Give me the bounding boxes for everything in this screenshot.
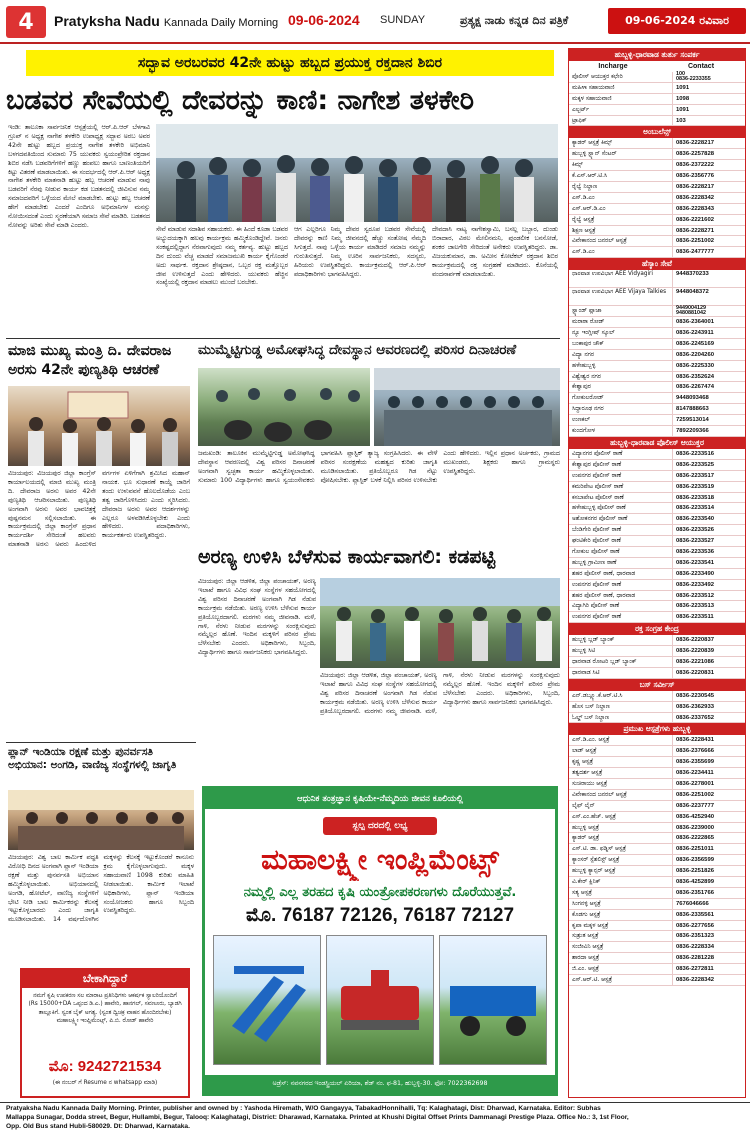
directory-name: ಸತ್ಯ ಆಸ್ಪತ್ರೆ <box>569 888 673 898</box>
directory-row <box>569 975 745 986</box>
directory-row <box>569 844 745 855</box>
rotavator-icon <box>326 935 434 1065</box>
devaraj-headline: ಮಾಜಿ ಮುಖ್ಯ ಮಂತ್ರಿ ದಿ. ದೇವರಾಜ ಅರಸು 42ನೇ ಪುಣ್ಯತಿಥಿ ಆಚರಣೆ <box>8 343 172 378</box>
directory-row <box>569 339 745 350</box>
forest-photo <box>320 578 560 668</box>
directory-name: ಸುಶ್ರುತ ಆಸ್ಪತ್ರೆ <box>569 931 673 941</box>
directory-name: ಧಾರವಾಡ ರೋಟರಿ ಬ್ಲಡ್ ಬ್ಯಾಂಕ್ <box>569 657 673 667</box>
directory-name: ವಿವೇಕಾನಂದ ಜನರಲ್ ಆಸ್ಪತ್ರೆ <box>569 790 673 800</box>
directory-section-title: ಅಂಬುಲೆನ್ಸ್ <box>569 126 745 138</box>
lead-body-col4: ದೇವದಾಸಿ ನಾಟ್ಯ ನಾಗೇಶಸ್ವಾಮಿ, ಬಸಲ್ಲ ಬಬ್ಬಾರ, ದುಂಡು ಬಿರಾದಾರ, ವಿಠಲ ಮೇಲಿನಮನಿ, ಪುಂಡಲೀಕ ಬನಸೋಡೆ, ಶಂಕರ ಜಾಲಗೇರಿ ಸೇರಿದಂತೆ ಅನೇಕರು ಉಪಸ್ಥಿತರಿದ್ದರು. ಡಾ. ವಿಜಯಕುಮಾರ, ಡಾ. ಅಮೀನ ಕೋಟೆಕಲ್ ರಕ್ತದಾನ ಶಿಬಿರ ಕಾರ್ಯಕ್ರಮದಲ್ಲಿ ರಕ್ತ ಸಂಗ್ರಹಣೆ ಮಾಡಿದರು. ಕೊನೆಯಲ್ಲಿ ವಂದನಾರ್ಪಣೆ ಮಾಡಲಾಯಿತು. <box>432 226 558 278</box>
col-incharge: Incharge <box>598 63 628 70</box>
directory-contact: 0836-2228342 <box>676 194 714 201</box>
page-number: 4 <box>6 6 46 38</box>
header-day: SUNDAY <box>380 14 426 26</box>
directory-column-headers <box>569 61 745 72</box>
directory-contact: 0836-2233512 <box>676 592 714 599</box>
directory-name: ಎಸ್.ಆರ್.ಡಿ.ಎಂ <box>569 204 673 214</box>
directory-name: ಧಾರವಾಡ ಉಪವಿಭಾಗ AEE Vidyagiri <box>569 270 673 287</box>
directory-name: ಧಾರವಾಡ ಸಿಟಿ <box>569 668 673 678</box>
directory-name: ಕೇಶ್ವಾಪುರ <box>569 382 673 392</box>
directory-contact: 0836-2220831 <box>676 669 714 676</box>
directory-name: ಶಹರ ಪೊಲೀಸ್ ಠಾಣೆ, ಧಾರವಾಡ <box>569 591 673 601</box>
directory-row <box>569 204 745 215</box>
directory-row <box>569 105 745 116</box>
directory-name: ಗೋಕುಲರೋಡ್ <box>569 393 673 403</box>
forest-body-2: ವಿಜಯಪುರ: ಜಿಲ್ಲಾ ಆಡಳಿತ, ಜಿಲ್ಲಾ ಪಂಚಾಯತ್, ಅರಣ್ಯ ಇಲಾಖೆ ಹಾಗೂ ವಿವಿಧ ಸಂಘ ಸಂಸ್ಥೆಗಳ ಸಹಯೋಗದಲ್ಲಿ ವಿಶ್ವ ಪರಿಸರ ದಿನಾಚರಣೆ ಅಂಗವಾಗಿ ಗಿಡ ನೆಡುವ ಕಾರ್ಯಕ್ರಮ ನಡೆಯಿತು. ಅರಣ್ಯ ಉಳಿಸಿ ಬೆಳೆಸುವ ಕಾರ್ಯ ಪ್ರತಿಯೊಬ್ಬರದಾಗಲಿ. ಮರಗಳು ನಮ್ಮ ಜೀವನಾಡಿ. ಮಳೆ, ಗಾಳಿ, ನೆರಳು ನೀಡುವ ಮರಗಳನ್ನು ಸಂರಕ್ಷಿಸುವುದು ನಮ್ಮೆಲ್ಲರ ಹೊಣೆ. ಇಂದಿನ ಮಕ್ಕಳಿಗೆ ಪರಿಸರ ಪ್ರೇಮ ಬೆಳೆಸಬೇಕು ಎಂದರು. ಅಧಿಕಾರಿಗಳು, ಸಿಬ್ಬಂದಿ, ವಿದ್ಯಾರ್ಥಿಗಳು ಹಾಗೂ ಸಾರ್ವಜನಿಕರು ಭಾಗವಹಿಸಿದ್ದರು. <box>320 672 560 715</box>
directory-contact: 0836-2228271 <box>676 227 714 234</box>
directory-name: ಕಿಮ್ಸ್ <box>569 160 673 170</box>
directory-contact: 9448370233 <box>676 271 709 278</box>
emergency-directory <box>568 48 746 1098</box>
lead-headline: ಬಡವರ ಸೇವೆಯಲ್ಲಿ ದೇವರನ್ನು ಕಾಣಿ: ನಾಗೇಶ ತಳಕೇರಿ <box>6 85 474 116</box>
directory-name: ಧಾರವಾಡ ಉಪವಿಭಾಗ AEE Vijaya Talkies <box>569 288 673 305</box>
ad-phones: ಮೊ. 76187 72126, 76187 72127 <box>245 905 515 926</box>
directory-contact: 0836-2233511 <box>676 614 714 621</box>
directory-contact: 0836-2239000 <box>676 824 714 831</box>
directory-contact: 0836-2351766 <box>676 889 714 896</box>
directory-row <box>569 426 745 437</box>
imprint-line-3: Opp. Old Bus stand Hubli-580029. Dt: Dharwad, Karnataka. <box>6 1122 190 1130</box>
directory-name: ಕೆ.ಎಸ್.ಆರ್.ಟಿ.ಸಿ <box>569 171 673 181</box>
directory-row <box>569 899 745 910</box>
directory-row <box>569 94 745 105</box>
header-date: 09-06-2024 <box>288 12 360 28</box>
directory-row <box>569 503 745 514</box>
directory-contact: 0836-2362933 <box>676 703 714 710</box>
col-contact: Contact <box>687 63 715 70</box>
directory-name: ಎಸ್.ಡಿ.ಎಂ <box>569 193 673 203</box>
directory-contact: 0836-2351323 <box>676 933 714 940</box>
directory-row <box>569 493 745 504</box>
job-ad-phone: ಮೊ: 9242721534 <box>48 1058 162 1075</box>
directory-row <box>569 514 745 525</box>
directory-contact: 0836-2221602 <box>676 216 714 223</box>
directory-name: ಸಿದ್ದಾರೂಢ ನಗರ <box>569 404 673 414</box>
directory-name: ಹುಬ್ಬಳ್ಳಿ ಬ್ಲಡ್ ಬ್ಯಾಂಕ್ <box>569 635 673 645</box>
directory-row <box>569 790 745 801</box>
directory-name: ಹುಬ್ಬಳ್ಳಿ ಗ್ರಾಮೀಣ ಠಾಣೆ <box>569 558 673 568</box>
directory-name: ಎಸ್.ಆರ್.ಟಿ. ಆಸ್ಪತ್ರೆ <box>569 975 673 985</box>
directory-row <box>569 580 745 591</box>
paper-tagline: Kannada Daily Morning <box>163 17 279 29</box>
directory-contact: 0836-2243911 <box>676 330 714 337</box>
directory-name: ಗೋಕುಲ ಪೊಲೀಸ್ ಠಾಣೆ <box>569 547 673 557</box>
directory-row <box>569 877 745 888</box>
lead-body-col3: ಆಗ ಎಲ್ಲರಿಗೂ ನಿಮ್ಮ ದೇವರ ಸ್ವರೂಪ ಬಡವರ ಸೇವೆಯಲ್ಲಿ ದೇವರನ್ನು ಕಾಣಿ ನಿಮ್ಮ ಜೀವನದಲ್ಲಿ ಹೆಚ್ಚು ಸಂತೋಷ ನೆಮ್ಮದಿ ಸಿಗುತ್ತದೆ. ನಾವು ಒಳ್ಳೆಯ ಕಾರ್ಯ ಮಾಡಿದರೆ ಸಮಾಜ ನಮ್ಮನ್ನು ಗುರುತಿಸುತ್ತದೆ. ನಿಮ್ಮ ಊರಿನ ಸಾರ್ವಜನಿಕರು, ಸದಸ್ಯರು, ಹಿರಿಯರು ಉಪಸ್ಥಿತರಿದ್ದರು. ಕಾರ್ಯಕ್ರಮದಲ್ಲಿ ಆರ್.ಪಿ.ಆರ್ ಪದಾಧಿಕಾರಿಗಳು ಭಾಗವಹಿಸಿದ್ದರು. <box>294 226 426 278</box>
directory-body <box>569 72 745 986</box>
directory-row <box>569 964 745 975</box>
imprint-line-1: Pratyaksha Nadu Kannada Daily Morning. Printer, publisher and owned by : Yashoda Hiremath, W/O Gangayya, TabakadHonnihalli, Tq: Kalaghatagi, Dist: Dharwad, Karnataka. Editor: Subhas <box>6 1105 601 1112</box>
directory-contact: 0836-2257828 <box>676 151 714 158</box>
directory-contact: 0836-2233526 <box>676 527 714 534</box>
directory-name: ಪೊಲೀಸ್ ಆಯುಕ್ತರ ಕಛೇರಿ <box>569 72 673 82</box>
directory-contact: 0836-2337652 <box>676 714 714 721</box>
directory-name: ಲೈಫ್ ಲೈನ್ <box>569 801 673 811</box>
forest-headline: ಅರಣ್ಯ ಉಳಿಸಿ ಬೆಳೆಸುವ ಕಾರ್ಯವಾಗಲಿ: ಕಡಪಟ್ಟಿ <box>198 546 496 568</box>
directory-row <box>569 768 745 779</box>
directory-row <box>569 350 745 361</box>
job-ad-title: ಬೇಕಾಗಿದ್ದಾರೆ <box>22 970 188 988</box>
directory-contact: 0836-2233490 <box>676 570 714 577</box>
directory-row <box>569 612 745 623</box>
directory-row <box>569 757 745 768</box>
ad-tagline: ಆಧುನಿಕ ತಂತ್ರಜ್ಞಾನ ಕೃಷಿಯೇ-ನೆಮ್ಮದಿಯ ಜೀವನ ಕೂಲಿಯಲ್ಲಿ <box>205 789 555 809</box>
directory-contact: 0836-2233519 <box>676 483 714 490</box>
directory-section-title: ಹೆಸ್ಕಾಂ ಸೇವೆ <box>569 258 745 270</box>
directory-row <box>569 270 745 288</box>
temple-photo <box>198 368 370 446</box>
directory-row <box>569 226 745 237</box>
directory-row <box>569 306 745 317</box>
directory-name: ವಿದ್ಯಾಗಿರಿ ಪೊಲೀಸ್ ಠಾಣೆ <box>569 601 673 611</box>
directory-contact: 0836-2272811 <box>676 966 714 973</box>
trailer-icon <box>439 935 547 1065</box>
directory-contact: 0836-2355699 <box>676 759 714 766</box>
directory-name: ಅಶೋಕನಗರ ಪೊಲೀಸ್ ಠಾಣೆ <box>569 514 673 524</box>
directory-row <box>569 746 745 757</box>
directory-row <box>569 138 745 149</box>
directory-row <box>569 591 745 602</box>
directory-name: ಘಂಟಿಕೇರಿ ಪೊಲೀಸ್ ಠಾಣೆ <box>569 536 673 546</box>
directory-row <box>569 646 745 657</box>
directory-row <box>569 393 745 404</box>
directory-name: ನ್ಯೂ ಇಂಗ್ಲೀಷ್ ಸ್ಕೂಲ್ <box>569 328 673 338</box>
directory-contact: 0836-2277656 <box>676 922 714 929</box>
directory-contact: 0836-2352624 <box>676 373 714 380</box>
directory-name: ವಿದ್ಯಾನಗರ ಪೊಲೀಸ್ ಠಾಣೆ <box>569 449 673 459</box>
directory-contact: 0836-2335561 <box>676 911 714 918</box>
directory-row <box>569 449 745 460</box>
devaraj-body: ವಿಜಯಪುರ: ವಿಜಯಪುರ ಜಿಲ್ಲಾ ಕಾಂಗ್ರೆಸ್ ಕಾರ್ಯಾಲಯದಲ್ಲಿ ಮಾಜಿ ಮುಖ್ಯ ಮಂತ್ರಿ ದಿ. ದೇವರಾಜ ಅರಸು ಅವರ 42ನೇ ಪುಣ್ಯತಿಥಿ ಆಚರಿಸಲಾಯಿತು. ಪುಣ್ಯತಿಥಿ ಅಂಗವಾಗಿ ಅರಸು ಅವರ ಭಾವಚಿತ್ರಕ್ಕೆ ಪುಷ್ಪನಮನ ಸಲ್ಲಿಸಲಾಯಿತು. ಈ ಕಾರ್ಯಕ್ರಮದಲ್ಲಿ ಜಿಲ್ಲಾ ಕಾಂಗ್ರೆಸ್ ಪ್ರಧಾನ ಕಾರ್ಯದರ್ಶಿ ಸೇರಿದಂತೆ ಹಲವರು ಮಾತನಾಡಿ ಅರಸು ಅವರು ಹಿಂದುಳಿದ ವರ್ಗಗಳ ಏಳಿಗೆಗಾಗಿ ಶ್ರಮಿಸಿದ ಮಹಾನ್ ನಾಯಕ. ಭೂ ಸುಧಾರಣೆ ಕಾಯ್ದೆ ಜಾರಿಗೆ ತಂದು ಉಳುವವನೆ ಹೊಲದೊಡೆಯ ಎಂಬ ತತ್ವ ಜಾರಿಗೊಳಿಸಿದರು ಎಂದು ಸ್ಮರಿಸಿದರು. ದೇವರಾಜ ಅರಸು ಅವರ ಆದರ್ಶಗಳನ್ನು ಎಲ್ಲರೂ ಅಳವಡಿಸಿಕೊಳ್ಳಬೇಕು ಎಂದು ಹೇಳಿದರು. ಪದಾಧಿಕಾರಿಗಳು, ಕಾರ್ಯಕರ್ತರು ಉಪಸ್ಥಿತರಿದ್ದರು. <box>8 470 190 549</box>
directory-row <box>569 866 745 877</box>
directory-contact: 0836-2220839 <box>676 648 714 655</box>
directory-contact: 0836-2228342 <box>676 977 714 984</box>
directory-contact: 7676046666 <box>676 900 709 907</box>
directory-contact: 0836-2233517 <box>676 472 714 479</box>
directory-contact: 0836-2225330 <box>676 362 714 369</box>
directory-contact: 0836-2251826 <box>676 868 714 875</box>
directory-contact: 0836-2222865 <box>676 835 714 842</box>
plan-photo <box>8 790 194 850</box>
awareness-photo-icon <box>8 790 194 850</box>
directory-contact: 0836-2356599 <box>676 857 714 864</box>
ad-company-name: ಮಹಾಲಕ್ಷ್ಮೀ ಇಂಪ್ಲಿಮೆಂಟ್ಸ್ <box>261 843 499 876</box>
directory-contact: 0836-2233514 <box>676 505 714 512</box>
devaraj-photo <box>8 386 190 466</box>
directory-row <box>569 382 745 393</box>
directory-row <box>569 317 745 328</box>
ad-address: ಅಡ್ರೆಸ್: ನವನಗರದ ಇಂಡಸ್ಟ್ರಿಯಲ್ ಏರಿಯಾ, ಶೆಡ್ ನಂ. ಫ-81, ಹುಬ್ಬಳ್ಳಿ-30. ಫೋ: 7022362698 <box>205 1075 555 1093</box>
directory-row <box>569 83 745 94</box>
directory-row <box>569 361 745 372</box>
temple-body: ಜಮಖಂಡಿ: ತಾಲೂಕಿನ ಮುಮ್ಮೆಟ್ಟಿಗುಡ್ಡ ಅಮೋಘಸಿದ್ಧ ದೇವಸ್ಥಾನ ಆವರಣದಲ್ಲಿ ವಿಶ್ವ ಪರಿಸರ ದಿನಾಚರಣೆ ಅಂಗವಾಗಿ ಸ್ವಚ್ಛತಾ ಕಾರ್ಯ ಹಮ್ಮಿಕೊಳ್ಳಲಾಯಿತು. ಸುಮಾರು 100 ವಿದ್ಯಾರ್ಥಿಗಳು ಹಾಗೂ ಸ್ವಯಂಸೇವಕರು ಭಾಗವಹಿಸಿ ಪ್ಲಾಸ್ಟಿಕ್ ತ್ಯಾಜ್ಯ ಸಂಗ್ರಹಿಸಿದರು. ಈ ವೇಳೆ ಪರಿಸರ ಸಂರಕ್ಷಣೆಯ ಮಹತ್ವದ ಕುರಿತು ಜಾಗೃತಿ ಮೂಡಿಸಲಾಯಿತು. ಪ್ರತಿಯೊಬ್ಬರೂ ಗಿಡ ನೆಟ್ಟು ಪೋಷಿಸಬೇಕು. ಪ್ಲಾಸ್ಟಿಕ್ ಬಳಕೆ ನಿಲ್ಲಿಸಿ ಪರಿಸರ ಉಳಿಸಬೇಕು ಎಂದು ಹೇಳಿದರು. ಇಲ್ಲಿನ ಪ್ರಧಾನ ಅರ್ಚಕರು, ಗ್ರಾಮದ ಮುಖಂಡರು, ಶಿಕ್ಷಕರು ಹಾಗೂ ಗ್ರಾಮಸ್ಥರು ಉಪಸ್ಥಿತರಿದ್ದರು. <box>198 450 560 484</box>
directory-name: ಹುಬ್ಬಳ್ಳಿ ಸ್ಟ್ಯಾನ್ ಸೆಂಟರ್ <box>569 149 673 159</box>
directory-contact: 0836-2251002 <box>676 791 714 798</box>
lead-body-col1: ಇಂಡಿ: ತಾಲೂಕಾ ಸಾರ್ವಜನಿಕ ಆಸ್ಪತ್ರೆಯಲ್ಲಿ ಆರ್.ಪಿ.ಆರ್ ಬೆಳಗಾವಿ ಗ್ರೂಪ್ ನ ಅಧ್ಯಕ್ಷ ನಾಗೇಶ ತಳಕೇರಿ ಉಪಾಧ್ಯಕ್ಷ ಸದ್ಭಾವ ಅರಬ ಅವರ 42ನೇ ಹುಟ್ಟು ಹಬ್ಬದ ಪ್ರಯುಕ್ತ ನಾಗೇಶ ತಳಕೇರಿ ಅಭಿಮಾನಿ ಬಳಗದವತಿಯಿಂದ ಸುಮಾರು 75 ಯುವಕರು ಸ್ವಯಂಪ್ರೇರಿತ ರಕ್ತದಾನ ಶಿಬಿರ ನಡೆಸಿ ಬಡವರಿಗೆಗಳಿಗೆ ಹಣ್ಣು ಹಂಪಲು ಹಾಗೂ ಬಾಣಂತಿಯರಿಗೆ ಕಿಟ್ಟು ವಿತರಣೆ ಮಾಡಲಾಯಿತು. ಈ ಸಂದರ್ಭದಲ್ಲಿ ಆರ್.ಪಿ.ಆರ್ ಅಧ್ಯಕ್ಷ ನಾಗೇಶ ತಳಕೇರಿ ಮಾತನಾಡಿ ಹುಟ್ಟು ಹಬ್ಬ ಆಚರಣೆ ಮಾಡುವ ನಾವು ಬಡವರಿಗೆ ನೆರವು ನೀಡುವ ಕಾರ್ಯ ಕಡ ಬಡತನದಲ್ಲಿ ಜೀವಿಸುವ ನಮ್ಮ ಸಮಾಜದವರಿಗೆ ಒಳ್ಳೆಯದ ಮೇಲೆ ಮಾಡಬೇಕು. ಹುಟ್ಟು ಹಬ್ಬ ಆಚರಣೆ ಹೇಗೆ ಮಾಡಬೇಕು ಎಂದರೆ ಎಂದಿಗೂ ಅಭಿಮಾನಿಗಳ ಮನಸ್ಸು ನೋಯಿಸದಂತೆ ಎಂದು ಸ್ಮರಣೆಯಾಗಿ ಸಮಾಜ ಸೇವೆ ಮಾಡಿರಿ. ಬಡತನದ ನೋವನ್ನು ಅರಿತು ಸೇವೆ ಮಾಡಿ ಎಂದರು. <box>8 124 150 229</box>
directory-name: ಜಿ.ಎಂ. ಆಸ್ಪತ್ರೆ <box>569 964 673 974</box>
directory-row <box>569 812 745 823</box>
directory-row <box>569 668 745 679</box>
directory-name: ಹುಬ್ಬಳ್ಳಿ ಕ್ಯಾನ್ಸರ್ ಆಸ್ಪತ್ರೆ <box>569 866 673 876</box>
directory-contact: 0836-2221086 <box>676 658 714 665</box>
directory-row <box>569 888 745 899</box>
directory-row <box>569 415 745 426</box>
directory-name: ಎನ್.ಡಬ್ಲ್ಯೂ.ಕೆ.ಆರ್.ಟಿ.ಸಿ <box>569 691 673 701</box>
directory-name: ತತ್ವದರ್ಶ ಆಸ್ಪತ್ರೆ <box>569 768 673 778</box>
lead-kicker: ಸದ್ಭಾವ ಅರಬರವರ 42ನೇ ಹುಟ್ಟು ಹಬ್ಬದ ಪ್ರಯುಕ್ತ ರಕ್ತದಾನ ಶಿಬಿರ <box>26 50 554 76</box>
directory-name: ಟ್ರಾಫಿಕ್ <box>569 116 673 126</box>
directory-row <box>569 482 745 493</box>
directory-contact: 0836-2364001 <box>676 319 714 326</box>
directory-contact: 9448093468 <box>676 395 709 402</box>
directory-row <box>569 160 745 171</box>
directory-row <box>569 931 745 942</box>
directory-contact: 103 <box>676 117 686 124</box>
directory-name: ವಿದ್ಯಾ ನಗರ <box>569 350 673 360</box>
directory-row <box>569 953 745 964</box>
directory-name: ಎಸ್.ಎಂ.ಹೆಚ್. ಆಸ್ಪತ್ರೆ <box>569 812 673 822</box>
directory-contact: 9449004129 9480881042 <box>676 305 706 317</box>
directory-name: ವಿ.ಕೇರ್ ಕ್ಲಿನಿಕ್ <box>569 877 673 887</box>
forest-body: ವಿಜಯಪುರ: ಜಿಲ್ಲಾ ಆಡಳಿತ, ಜಿಲ್ಲಾ ಪಂಚಾಯತ್, ಅರಣ್ಯ ಇಲಾಖೆ ಹಾಗೂ ವಿವಿಧ ಸಂಘ ಸಂಸ್ಥೆಗಳ ಸಹಯೋಗದಲ್ಲಿ ವಿಶ್ವ ಪರಿಸರ ದಿನಾಚರಣೆ ಅಂಗವಾಗಿ ಗಿಡ ನೆಡುವ ಕಾರ್ಯಕ್ರಮ ನಡೆಯಿತು. ಅರಣ್ಯ ಉಳಿಸಿ ಬೆಳೆಸುವ ಕಾರ್ಯ ಪ್ರತಿಯೊಬ್ಬರದಾಗಲಿ. ಮರಗಳು ನಮ್ಮ ಜೀವನಾಡಿ. ಮಳೆ, ಗಾಳಿ, ನೆರಳು ನೀಡುವ ಮರಗಳನ್ನು ಸಂರಕ್ಷಿಸುವುದು ನಮ್ಮೆಲ್ಲರ ಹೊಣೆ. ಇಂದಿನ ಮಕ್ಕಳಿಗೆ ಪರಿಸರ ಪ್ರೇಮ ಬೆಳೆಸಬೇಕು ಎಂದರು. ಅಧಿಕಾರಿಗಳು, ಸಿಬ್ಬಂದಿ, ವಿದ್ಯಾರ್ಥಿಗಳು ಹಾಗೂ ಸಾರ್ವಜನಿಕರು ಭಾಗವಹಿಸಿದ್ದರು. <box>198 578 316 657</box>
directory-contact: 0836-2233540 <box>676 516 714 523</box>
ceremony-photo-icon <box>8 386 190 466</box>
header-kannada-name: ಪ್ರತ್ಯಕ್ಷ ನಾಡು ಕನ್ನಡ ದಿನ ಪತ್ರಿಕೆ <box>460 14 569 27</box>
directory-row <box>569 460 745 471</box>
directory-contact: 0836-2372222 <box>676 162 714 169</box>
directory-name: ಓಲ್ಡ್ ಬಸ್ ನಿಲ್ದಾಣ <box>569 713 673 723</box>
directory-row <box>569 149 745 160</box>
directory-name: ಕುಂದಗೋಳ <box>569 426 673 436</box>
directory-name: ಕ್ಯಾಂಸರ್ ಸ್ಪೆಶಲಿಸ್ಟ್ ಆಸ್ಪತ್ರೆ <box>569 855 673 865</box>
plan-body: ವಿಜಯಪುರ: ವಿಶ್ವ ಬಾಲ ಕಾರ್ಮಿಕ ಪದ್ಧತಿ ವಿರೋಧಿ ದಿನದ ಅಂಗವಾಗಿ ಪ್ಲಾನ್ ಇಂಡಿಯಾ ರಕ್ಷಣೆ ಮತ್ತು ಪುನರ್ವಸತಿ ಅಭಿಯಾನ ಹಮ್ಮಿಕೊಳ್ಳಲಾಯಿತು. ಅಭಿಯಾನದಲ್ಲಿ ಅಂಗಡಿ, ಹೋಟೆಲ್, ವಾಣಿಜ್ಯ ಸಂಸ್ಥೆಗಳಿಗೆ ಭೇಟಿ ನೀಡಿ ಬಾಲ ಕಾರ್ಮಿಕರನ್ನು ಕೆಲಸಕ್ಕೆ ಇಟ್ಟುಕೊಳ್ಳಬಾರದು ಎಂದು ಜಾಗೃತಿ ಮೂಡಿಸಲಾಯಿತು. 14 ವರ್ಷದೊಳಗಿನ ಮಕ್ಕಳನ್ನು ಕೆಲಸಕ್ಕೆ ಇಟ್ಟುಕೊಂಡರೆ ಕಾನೂನು ಕ್ರಮ ಕೈಗೊಳ್ಳಲಾಗುವುದು. ಮಕ್ಕಳ ಸಹಾಯವಾಣಿ 1098 ಕುರಿತು ಮಾಹಿತಿ ನೀಡಲಾಯಿತು. ಕಾರ್ಮಿಕ ಇಲಾಖೆ ಅಧಿಕಾರಿಗಳು, ಪ್ಲಾನ್ ಇಂಡಿಯಾ ಸಂಯೋಜಕರು ಹಾಗೂ ಸಿಬ್ಬಂದಿ ಉಪಸ್ಥಿತರಿದ್ದರು. <box>8 854 194 924</box>
directory-name: ಕೃಪಾ ಮಕ್ಕಳ ಆಸ್ಪತ್ರೆ <box>569 921 673 931</box>
directory-name: ಉಣಕಲ್ <box>569 415 673 425</box>
directory-row <box>569 171 745 182</box>
ad-subtitle: ನಮ್ಮಲ್ಲಿ ಎಲ್ಲ ತರಹದ ಕೃಷಿ ಯಂತ್ರೋಪಕರಣಗಳು ದೊರೆಯುತ್ತವೆ. <box>243 885 517 900</box>
directory-name: ಕ್ಯಾಡರ್ ಆಸ್ಪತ್ರೆ ಕಿಮ್ಸ್ <box>569 138 673 148</box>
directory-row <box>569 193 745 204</box>
masthead <box>0 0 750 44</box>
directory-name: ಬಂಕಾಪುರ ಚೌಕ್ <box>569 339 673 349</box>
directory-contact: 1091 <box>676 84 690 91</box>
directory-contact: 0836-2233536 <box>676 548 714 555</box>
directory-name: ಹುಬ್ಬಳ್ಳಿ ಆಸ್ಪತ್ರೆ <box>569 823 673 833</box>
directory-name: ಉಪನಗರ ಪೊಲೀಸ್ ಠಾಣೆ <box>569 471 673 481</box>
directory-contact: 0836-2233525 <box>676 461 714 468</box>
directory-name: ಎಸ್.ಡಿ.ಎಂ. ಆಸ್ಪತ್ರೆ <box>569 735 673 745</box>
directory-row <box>569 372 745 383</box>
directory-name: ಎಸ್.ಟಿ. ಡಾ. ಫಡ್ನಿಸ್ ಆಸ್ಪತ್ರೆ <box>569 844 673 854</box>
directory-row <box>569 536 745 547</box>
directory-name: ಉಪನಗರ ಪೊಲೀಸ್ ಠಾಣೆ <box>569 612 673 622</box>
job-ad-body: ನಮಗೆ ಕೃಷಿ ಉಪಕರಣ ಸಲ ಮಾರಾಟ ಪ್ರತಿನಿಧಿಗಳು ಆಕರ್ಷಕ ಸ್ಯಾಲರಿಯೊಂದಿಗೆ (Rs 15000+DA ಒಪ್ಪಂದ ಡಿ.ಎ.) ಹಾವೇರಿ, ಹಾನಗಲ್, ಸವಣೂರು, ಬ್ಯಾಡಗಿ ತಾಲ್ಲೂಕಿಗೆ. ಸ್ವಂತ ಬೈಕ್ ಅಗತ್ಯ. (ಸ್ವಂತ ದ್ವಿಚಕ್ರ ವಾಹನ ಹೊಂದಿರಬೇಕು) ಮಹಾಲಕ್ಷ್ಮೀ ಇಂಪ್ಲಿಮೆಂಟ್ಸ್, ಪಿ.ಬಿ. ರೋಡ್ ಹಾವೇರಿ <box>28 993 182 1025</box>
directory-row <box>569 735 745 746</box>
directory-contact: 0836-2230545 <box>676 692 714 699</box>
divider <box>6 338 560 339</box>
directory-row <box>569 236 745 247</box>
directory-row <box>569 657 745 668</box>
directory-contact: 0836-2376666 <box>676 748 714 755</box>
job-advert <box>20 968 190 1098</box>
directory-name: ಸಂಜೀವಿನಿ ಆಸ್ಪತ್ರೆ <box>569 942 673 952</box>
group-photo-icon <box>374 368 560 446</box>
directory-name: ಕ್ಯಾಡರ್ ಆಸ್ಪತ್ರೆ <box>569 833 673 843</box>
paper-name: Pratyksha Nadu Kannada Daily Morning <box>54 13 279 29</box>
directory-row <box>569 558 745 569</box>
directory-name: ಕಮರಿಪೇಟ ಪೊಲೀಸ್ ಠಾಣೆ <box>569 482 673 492</box>
directory-name: ಎಸ್.ಡಿ.ಎಂ <box>569 247 673 257</box>
directory-contact: 0836-2477777 <box>676 249 714 256</box>
directory-name: ಕಸಬಾಪೇಟ ಪೊಲೀಸ್ ಠಾಣೆ <box>569 493 673 503</box>
directory-contact: 0836-2228343 <box>676 205 714 212</box>
directory-name: ಮಕ್ಕಳ ಸಹಾಯವಾಣಿ <box>569 94 673 104</box>
directory-contact: 0836-2233527 <box>676 538 714 545</box>
directory-name: ರೈಲ್ವೆ ನಿಲ್ದಾಣ <box>569 182 673 192</box>
directory-contact: 0836-2233516 <box>676 450 714 457</box>
directory-name: ಹೊಸ ಬಸ್ ನಿಲ್ದಾಣ <box>569 702 673 712</box>
directory-row <box>569 471 745 482</box>
directory-contact: 0836-2228217 <box>676 140 714 147</box>
directory-name: ಮರಾಠಾ ರೋಡ್ <box>569 317 673 327</box>
directory-section-title: ರಕ್ತ ಸಂಗ್ರಹ ಕೇಂದ್ರ <box>569 623 745 635</box>
lead-body-col2: ಸೇವೆ ಮಾಡುವ ಸದಾಶಿವ ಸಹಾಯಕರು. ಈ ಹಿಂದೆ ಕೂಡಾ ಬಡವರ ಅಭ್ಯುದಯಕ್ಕಾಗಿ ಹಲವು ಕಾರ್ಯಕ್ರಮ ಹಮ್ಮಿಕೊಂಡಿದ್ದೇವೆ. ಜನರು ಸಂಕಷ್ಟದಲ್ಲಿದ್ದಾಗ ನೆರವಾಗುವುದು ನಮ್ಮ ಕರ್ತವ್ಯ. ಹುಟ್ಟು ಹಬ್ಬದ ದಿನ ದುಂದು ವೆಚ್ಚ ಮಾಡದೆ ಸಮಾಜಮುಖಿ ಕಾರ್ಯ ಕೈಗೊಂಡರೆ ಅದು ಸಾರ್ಥಕ. ರಕ್ತದಾನ ಶ್ರೇಷ್ಠದಾನ, ಒಬ್ಬರ ರಕ್ತ ಮತ್ತೊಬ್ಬರ ಜೀವ ಉಳಿಸುತ್ತದೆ ಎಂದು ಹೇಳಿದರು. ಯುವಕರು ಹೆಚ್ಚಿನ ಸಂಖ್ಯೆಯಲ್ಲಿ ರಕ್ತದಾನ ಮಾಡಲು ಮುಂದೆ ಬರಬೇಕು. <box>156 226 288 287</box>
temple-photo-2 <box>374 368 560 446</box>
directory-contact: 0836-2245169 <box>676 340 714 347</box>
directory-row <box>569 569 745 580</box>
directory-name: ಕೃಷ್ಣ ಆಸ್ಪತ್ರೆ <box>569 757 673 767</box>
directory-contact: 0836-2278001 <box>676 780 714 787</box>
ad-offer: ಸ್ಬಲ್ಪ ದರದಲ್ಲಿ ಲಭ್ಯ <box>323 817 437 835</box>
directory-row <box>569 713 745 724</box>
directory-contact: 0836-2234411 <box>676 770 714 777</box>
people-photo-icon <box>156 124 558 222</box>
directory-title: ಹುಬ್ಬಳ್ಳಿ-ಧಾರವಾಡ ತುರ್ತು ಸಂಪರ್ಕ <box>569 49 745 61</box>
directory-contact: 0836-2251002 <box>676 238 714 245</box>
directory-row <box>569 702 745 713</box>
directory-name: ಶಿಕ್ಷಣ ಆಸ್ಪತ್ರೆ <box>569 226 673 236</box>
directory-contact: 0836-2233518 <box>676 494 714 501</box>
directory-row <box>569 635 745 646</box>
directory-row <box>569 72 745 83</box>
directory-contact: 0836-2281228 <box>676 955 714 962</box>
temple-headline: ಮುಮ್ಮೆಟ್ಟಿಗುಡ್ಡ ಅಮೋಘಸಿದ್ಧ ದೇವಸ್ಥಾನ ಆವರಣದಲ್ಲಿ ಪರಿಸರ ದಿನಾಚರಣೆ <box>198 342 517 358</box>
directory-contact: 0836-2267474 <box>676 384 714 391</box>
directory-contact: 7259513014 <box>676 417 709 424</box>
directory-row <box>569 404 745 415</box>
directory-contact: 7892209366 <box>676 428 709 435</box>
directory-contact: 0836-2204260 <box>676 351 714 358</box>
directory-contact: 0836-4252940 <box>676 813 714 820</box>
directory-contact: 0836-2233541 <box>676 559 714 566</box>
directory-name: ಹಳೇಹುಬ್ಬಳ್ಳಿ ಪೊಲೀಸ್ ಠಾಣೆ <box>569 503 673 513</box>
directory-row <box>569 601 745 612</box>
directory-row <box>569 779 745 790</box>
directory-name: ಸ್ಟ್ಯಾಂಡ್ ಪ್ಲಾಜಾ <box>569 306 673 316</box>
directory-contact: 0836-2356776 <box>676 173 714 180</box>
imprint-footer <box>0 1102 750 1140</box>
directory-name: ಕೊಡಗು ಆಸ್ಪತ್ರೆ <box>569 910 673 920</box>
directory-row <box>569 116 745 127</box>
directory-name: ಶಾರದಾ ಆಸ್ಪತ್ರೆ <box>569 953 673 963</box>
cleanup-photo-icon <box>198 368 370 446</box>
directory-contact: 9448048372 <box>676 289 709 296</box>
directory-name: ಸಿಂಗನಳ್ಳಿ ಆಸ್ಪತ್ರೆ <box>569 899 673 909</box>
directory-row <box>569 691 745 702</box>
directory-name: ಶಹರ ಪೊಲೀಸ್ ಠಾಣೆ, ಧಾರವಾಡ <box>569 569 673 579</box>
lead-photo <box>156 124 558 222</box>
directory-row <box>569 288 745 306</box>
directory-contact: 0836-2233492 <box>676 581 714 588</box>
directory-row <box>569 823 745 834</box>
divider <box>6 742 196 743</box>
directory-contact: 0836-2228334 <box>676 944 714 951</box>
directory-contact: 0836-2228217 <box>676 184 714 191</box>
directory-section-title: ಪ್ರಮುಖ ಆಸ್ಪತ್ರೆಗಳು ಹುಬ್ಬಳ್ಳಿ <box>569 723 745 735</box>
directory-contact: 0836-2233513 <box>676 603 714 610</box>
directory-name: ಹಳೇಹುಬ್ಬಳ್ಳಿ <box>569 361 673 371</box>
directory-section-title: ಹುಬ್ಬಳ್ಳಿ-ಧಾರವಾಡ ಪೊಲೀಸ್ ಆಯುಕ್ತರ <box>569 437 745 449</box>
directory-row <box>569 833 745 844</box>
directory-row <box>569 855 745 866</box>
directory-row <box>569 942 745 953</box>
directory-row <box>569 215 745 226</box>
directory-name: ಲಾಡ್ ಆಸ್ಪತ್ರೆ <box>569 746 673 756</box>
directory-name: ಕೇಶ್ವಾಪುರ ಪೊಲೀಸ್ ಠಾಣೆ <box>569 460 673 470</box>
implements-advert <box>202 786 558 1096</box>
plough-icon <box>213 935 321 1065</box>
directory-name: ಎಲ್ಬರ್ಟ್ <box>569 105 673 115</box>
directory-contact: 0836-2220837 <box>676 637 714 644</box>
directory-row <box>569 247 745 258</box>
header-date-kannada: 09-06-2024 ರವಿವಾರ <box>608 8 746 34</box>
directory-row <box>569 525 745 536</box>
imprint-line-2: Mallappa Sunagar, Dodda street, Begur, Hullambi, Begur, Talooq: Kalaghatagi, District: Dharawad, Karnataka. Printed at Khushi Digital Offset Prints Dammanagi Prestige Plaza. Office No.: 3, 1st Floor, <box>6 1113 629 1121</box>
directory-contact: 8147888663 <box>676 406 709 413</box>
directory-contact: 100 0836-2233355 <box>676 71 711 83</box>
directory-contact: 1098 <box>676 95 690 102</box>
directory-name: ಉಪನಗರ ಪೊಲೀಸ್ ಠಾಣೆ <box>569 580 673 590</box>
directory-name: ರೈಲ್ವೆ ಆಸ್ಪತ್ರೆ <box>569 215 673 225</box>
directory-row <box>569 182 745 193</box>
directory-name: ಸುಚಿರಾಯು ಆಸ್ಪತ್ರೆ <box>569 779 673 789</box>
directory-name: ಹುಬ್ಬಳ್ಳಿ ಸಿಟಿ <box>569 646 673 656</box>
directory-contact: 1091 <box>676 106 690 113</box>
directory-row <box>569 328 745 339</box>
directory-name: ವಿಶ್ವೇಶ್ವರ ನಗರ <box>569 372 673 382</box>
job-ad-note: (ಈ ನಂಬರ್ ಗೆ Resume ನ whatsapp ಮಾಡಿ) <box>52 1080 158 1086</box>
directory-name: ವಿವೇಕಾನಂದ ಜನರಲ್ ಆಸ್ಪತ್ರೆ <box>569 236 673 246</box>
plan-headline: ಪ್ಲಾನ್ ಇಂಡಿಯಾ ರಕ್ಷಣೆ ಮತ್ತು ಪುನರ್ವಸತಿ ಅಭಿಯಾನ: ಅಂಗಡಿ, ವಾಣಿಜ್ಯ ಸಂಸ್ಥೆಗಳಲ್ಲಿ ಜಾಗೃತಿ <box>8 746 177 771</box>
directory-contact: 0836-2251011 <box>676 846 714 853</box>
directory-contact: 0836-2237777 <box>676 802 714 809</box>
directory-contact: 0836-2228431 <box>676 737 714 744</box>
directory-contact: 0836-4252899 <box>676 879 714 885</box>
directory-row <box>569 921 745 932</box>
directory-row <box>569 910 745 921</box>
directory-section-title: ಬಸ್ ಸರ್ವೀಸ್ <box>569 679 745 691</box>
directory-row <box>569 547 745 558</box>
planting-photo-icon <box>320 578 560 668</box>
directory-row <box>569 801 745 812</box>
directory-name: ಮಹಿಳಾ ಸಹಾಯವಾಣಿ <box>569 83 673 93</box>
directory-name: ಬೆಂಡಿಗೇರಿ ಪೊಲೀಸ್ ಠಾಣೆ <box>569 525 673 535</box>
